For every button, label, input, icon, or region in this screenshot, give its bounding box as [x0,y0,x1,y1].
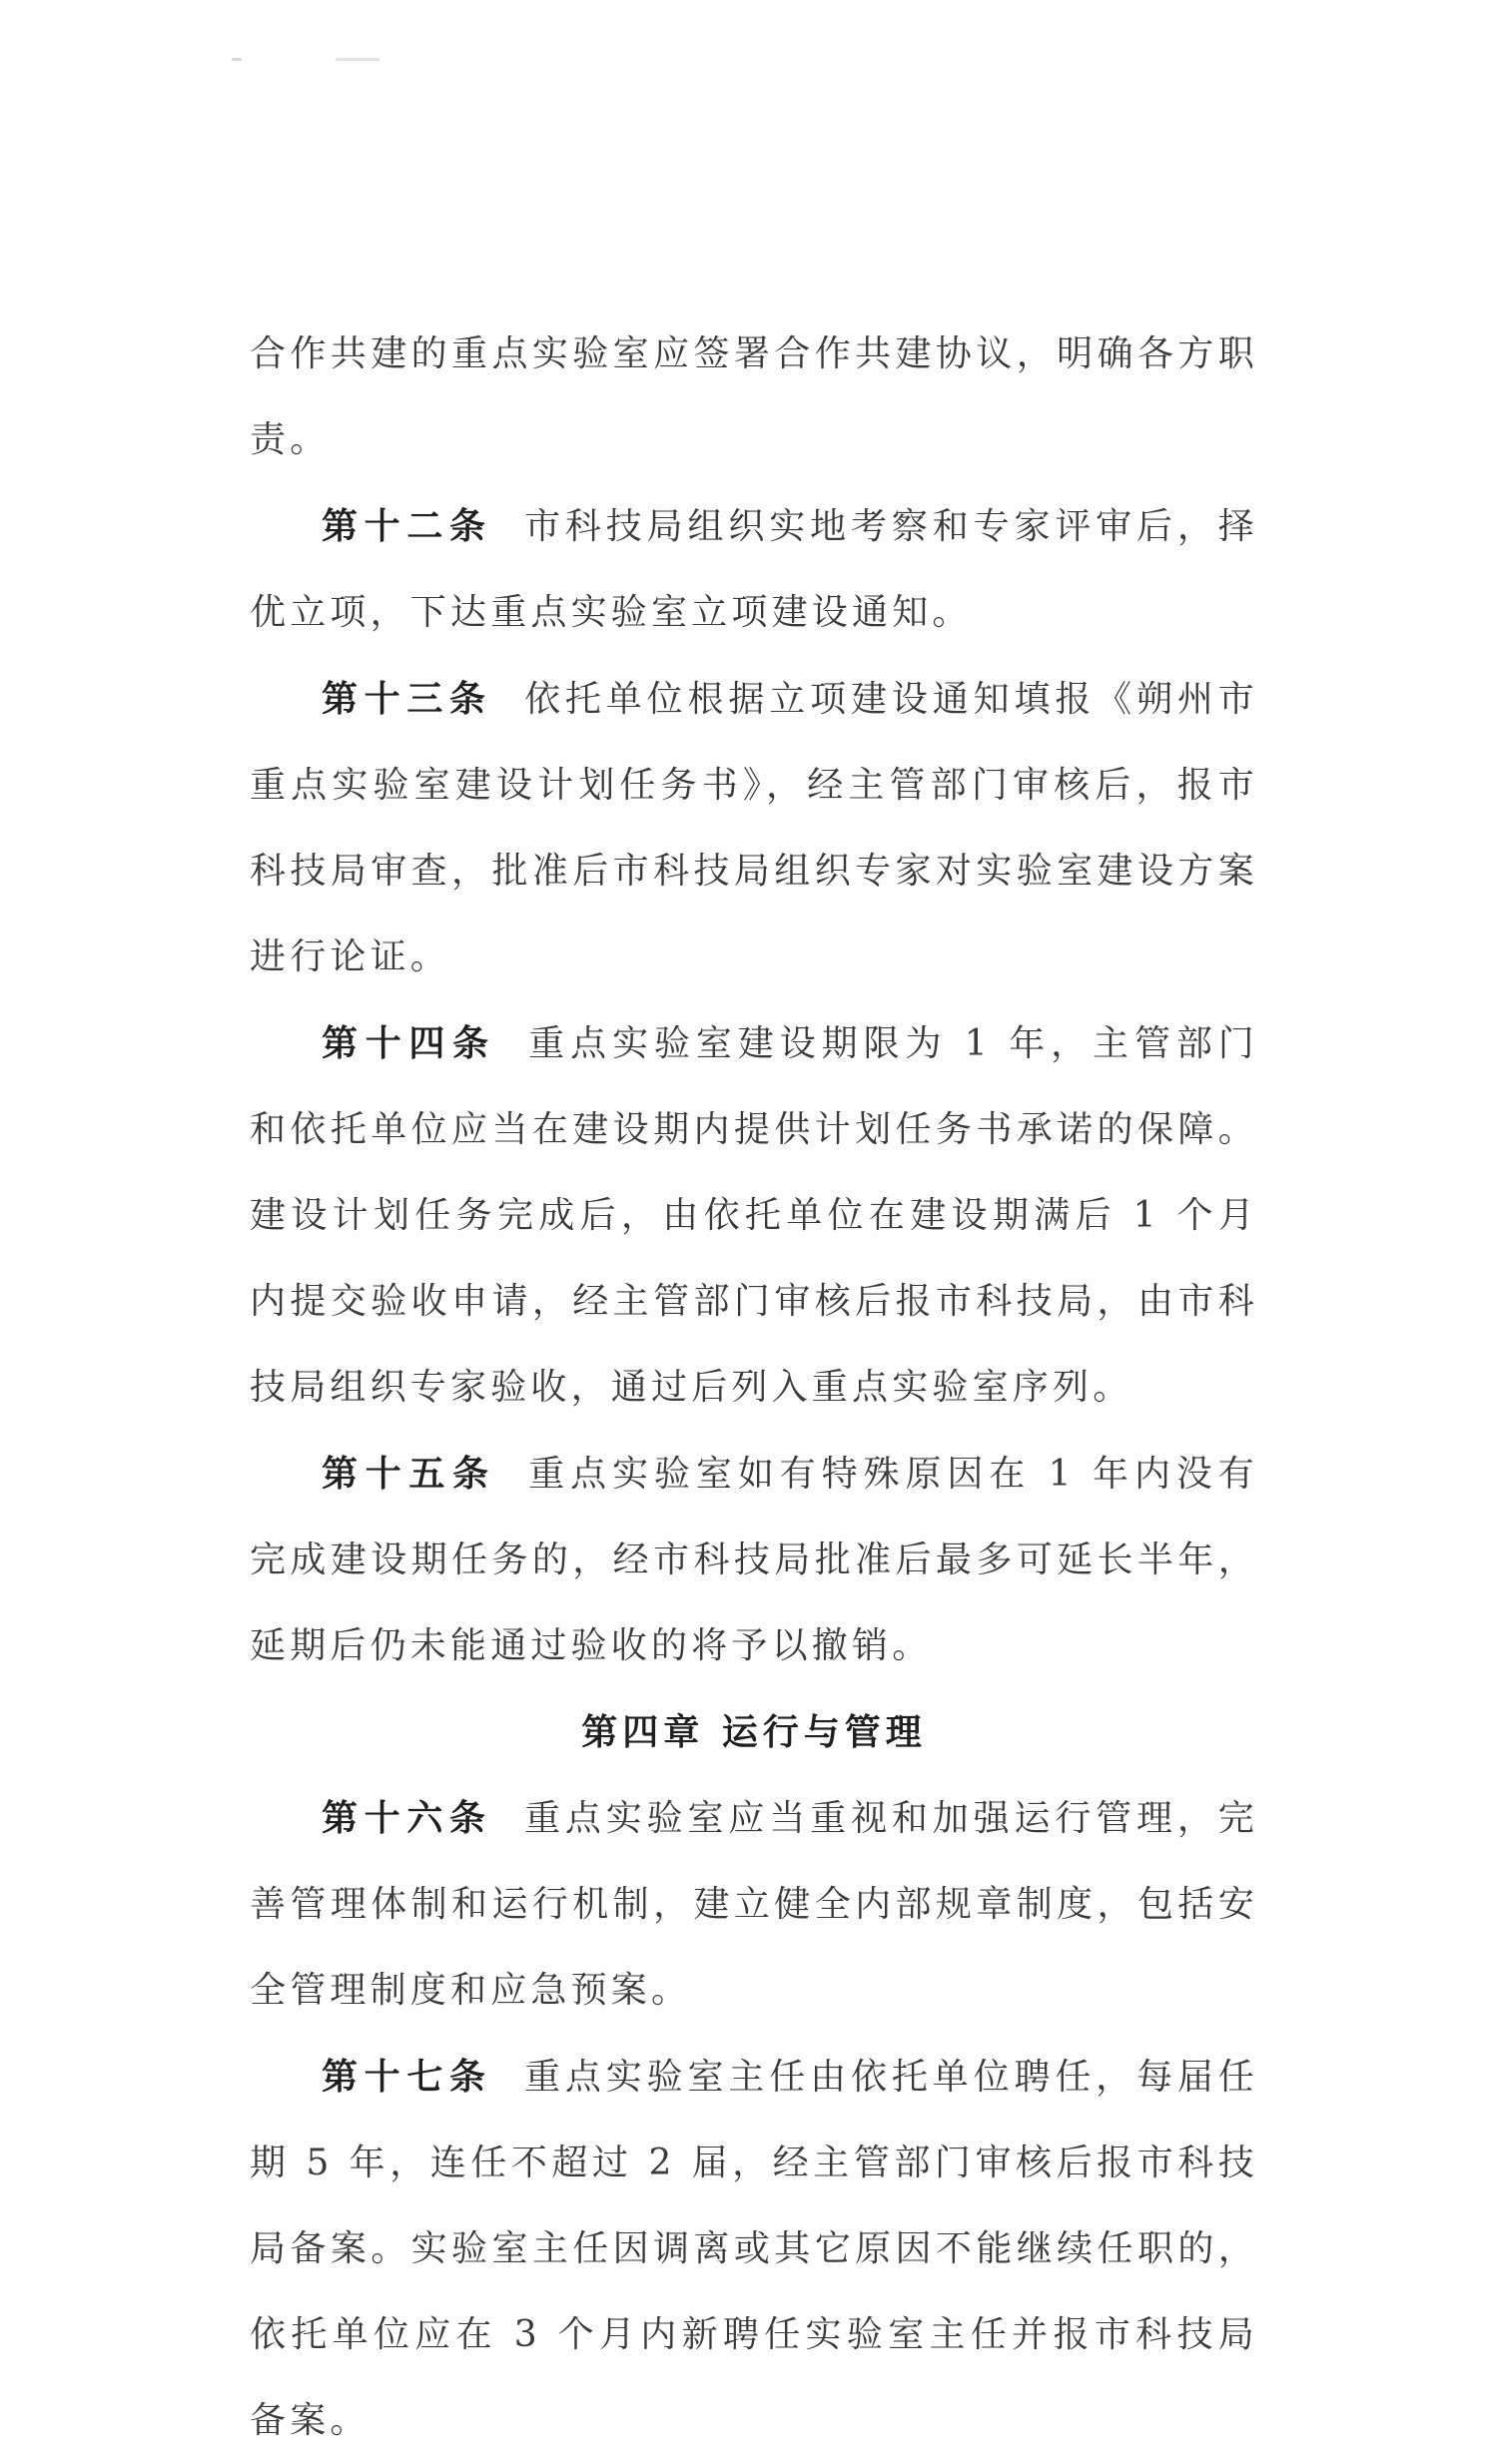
chapter-heading: 第四章 运行与管理 [581,1711,927,1753]
article-text: 重点实验室应当重视和加强运行管理，完善管理体制和运行机制，建立健全内部规章制度，包括安全管理制度和应急预案。 [250,1798,1258,2011]
article-text: 市科技局组织实地考察和专家评审后，择优立项，下达重点实验室立项建设通知。 [250,506,1258,633]
article-15 [250,1431,1258,1689]
article-12 [250,483,1258,656]
article-text: 依托单位根据立项建设通知填报《朔州市重点实验室建设计划任务书》，经主管部门审核后，报市科技局审查，批准后市科技局组织专家对实验室建设方案进行论证。 [250,679,1258,977]
article-16 [250,1775,1258,2034]
paragraph-text: 合作共建的重点实验室应签署合作共建协议，明确各方职责。 [250,333,1258,460]
article-number: 第十二条 [322,505,492,547]
article-14 [250,1000,1258,1431]
article-text: 重点实验室如有特殊原因在 1 年内没有完成建设期任务的，经市科技局批准后最多可延长半年，延期后仍未能通过验收的将予以撤销。 [250,1454,1258,1666]
article-number: 第十五条 [322,1453,496,1495]
document-body [250,311,1258,2464]
article-number: 第十三条 [322,678,492,720]
article-number: 第十四条 [322,1022,496,1064]
article-number: 第十七条 [322,2056,492,2098]
scan-artifact [336,58,379,61]
paragraph-continuation [250,311,1258,483]
article-17 [250,2034,1258,2464]
scan-artifact [232,58,242,61]
article-number: 第十六条 [322,1797,492,1839]
article-text: 重点实验室建设期限为 1 年，主管部门和依托单位应当在建设期内提供计划任务书承诺的保障。建设计划任务完成后，由依托单位在建设期满后 1 个月内提交验收申请，经主管部门审核后报市科技局，由市科技局组织专家验收，通过后列入重点实验室序列。 [250,1023,1258,1408]
article-13 [250,656,1258,1000]
article-text: 重点实验室主任由依托单位聘任，每届任期 5 年，连任不超过 2 届，经主管部门审核后报市科技局备案。实验室主任因调离或其它原因不能继续任职的，依托单位应在 3 个月内新聘任实验室主任并报市科技局备案。 [250,2057,1258,2441]
